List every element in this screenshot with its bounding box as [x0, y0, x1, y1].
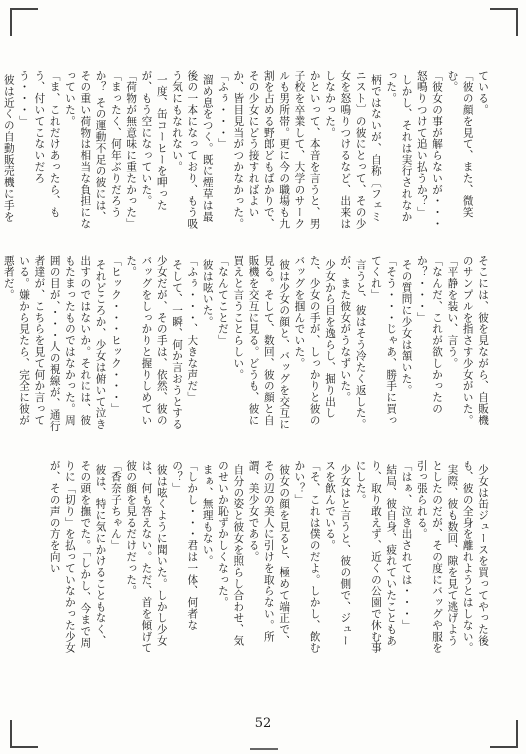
corner-mark-top-right [490, 8, 518, 36]
text-tier-bottom: 少女は缶ジュースを買ってやった後も、彼の全身を離れようとはしない。 実際、彼も数回、隙を見て逃げようとしたのだが、その度にバッグや服を引っ張られる。 「はぁ、泣き出されては・・・」 結局、彼自身、疲れていたこともあり、取り敢えず、近くの公園で休む事にした。 少女はと言うと、彼の側で、ジュースを飲んでいる。 「そ、これは僕のだよ。しかし、飲むかい？」 彼女の顔を見ると、極めて端正で、その辺の美人に引けを取らない。所謂、美少女である。 自分の姿と彼女を照らし合わせ、気のせいか恥ずかしくなった。 まぁ、無理もない。 「しかし・・・君は一体、何者なの？」 彼は呟くように聞いた。しかし少女は、何も答えない。ただ、首を傾げて彼の顔を見るだけだった。 「香奈子ちゃん」 彼は、特に気にかけることもなく、その頭を撫でた。「しかし、今まで周りに「切り」を払っていなかった少女が、その声の方を向い [48, 460, 489, 654]
text-tier-middle: そこには、彼を見ながら、自販機のサンプルを指さす少女がいた。 「平静を装い、言う。 「なんだ、これが欲しかったのか？・・・」 その質問に少女は頷いた。 「そう・・・じゃあ、勝手に買ってくれ」 言うと、彼はそう冷たく返した。が、また彼女がうなずいた。 少女から目を逸らし、掘り出した、少女の手が、しっかりと彼のバッグを掴んでいた。 彼は少女の顔と、バッグを交互に見る。そして、数回、彼の顔と自販機を交互に見る。どうも、彼に買えと言うことらしい。 「なんてことだ」 彼は呟いた。 「ふぅ・・・、大きな声だ」 そして、一瞬、何か言おうとする少女だが、その手は、依然、彼のバッグをしっかりと握りしめていた。 「ヒック・・・ヒック・・・」 それどころか、少女は俯いて泣き出すのではないか。それには、彼もたまったものではなかった。周囲の目が、・・・人の視線が、通行者達が、こちらを見て何か言っている。嫌から見たら、完全に彼が悪者だ。 [2, 255, 489, 433]
bottom-tick-mark [250, 748, 278, 750]
text-tier-top: ている。 「彼の顔を見て、また、微笑む。 「彼女の事が解らないが・・・怒鳴りつけて追い払うか？」 しかし、それは実行されなかった。 柄ではないが、自称〔フェミニスト〕の彼にとって、その少女を怒鳴りつけるなど、出来はしなかった。 かといって、本音を言うと、男子校を卒業して、大学のサークルも男所帯。更に今の職場も九割を占める野郎どもばかりで、その少女にどう接すればよいか、皆目見当がつかなかった。 「ふぅ・・・」 溜め息をつく。既に煙草は最後の一本になっており、もう吸う気にもなれない。 一度、缶コーヒーを呷ったが、もう空になっていた。 「荷物が無意味に重たかった」 「まったく、何年ぶりだろうか？ その運動不足の彼には、その重い荷物は相当な負担になっていた。 「ま、これだけあったら、もう、付いてこないだろう・・・」 彼は近くの自動販売機に手を [2, 70, 489, 230]
page-number: 52 [254, 716, 272, 731]
corner-mark-top-left [10, 8, 38, 36]
